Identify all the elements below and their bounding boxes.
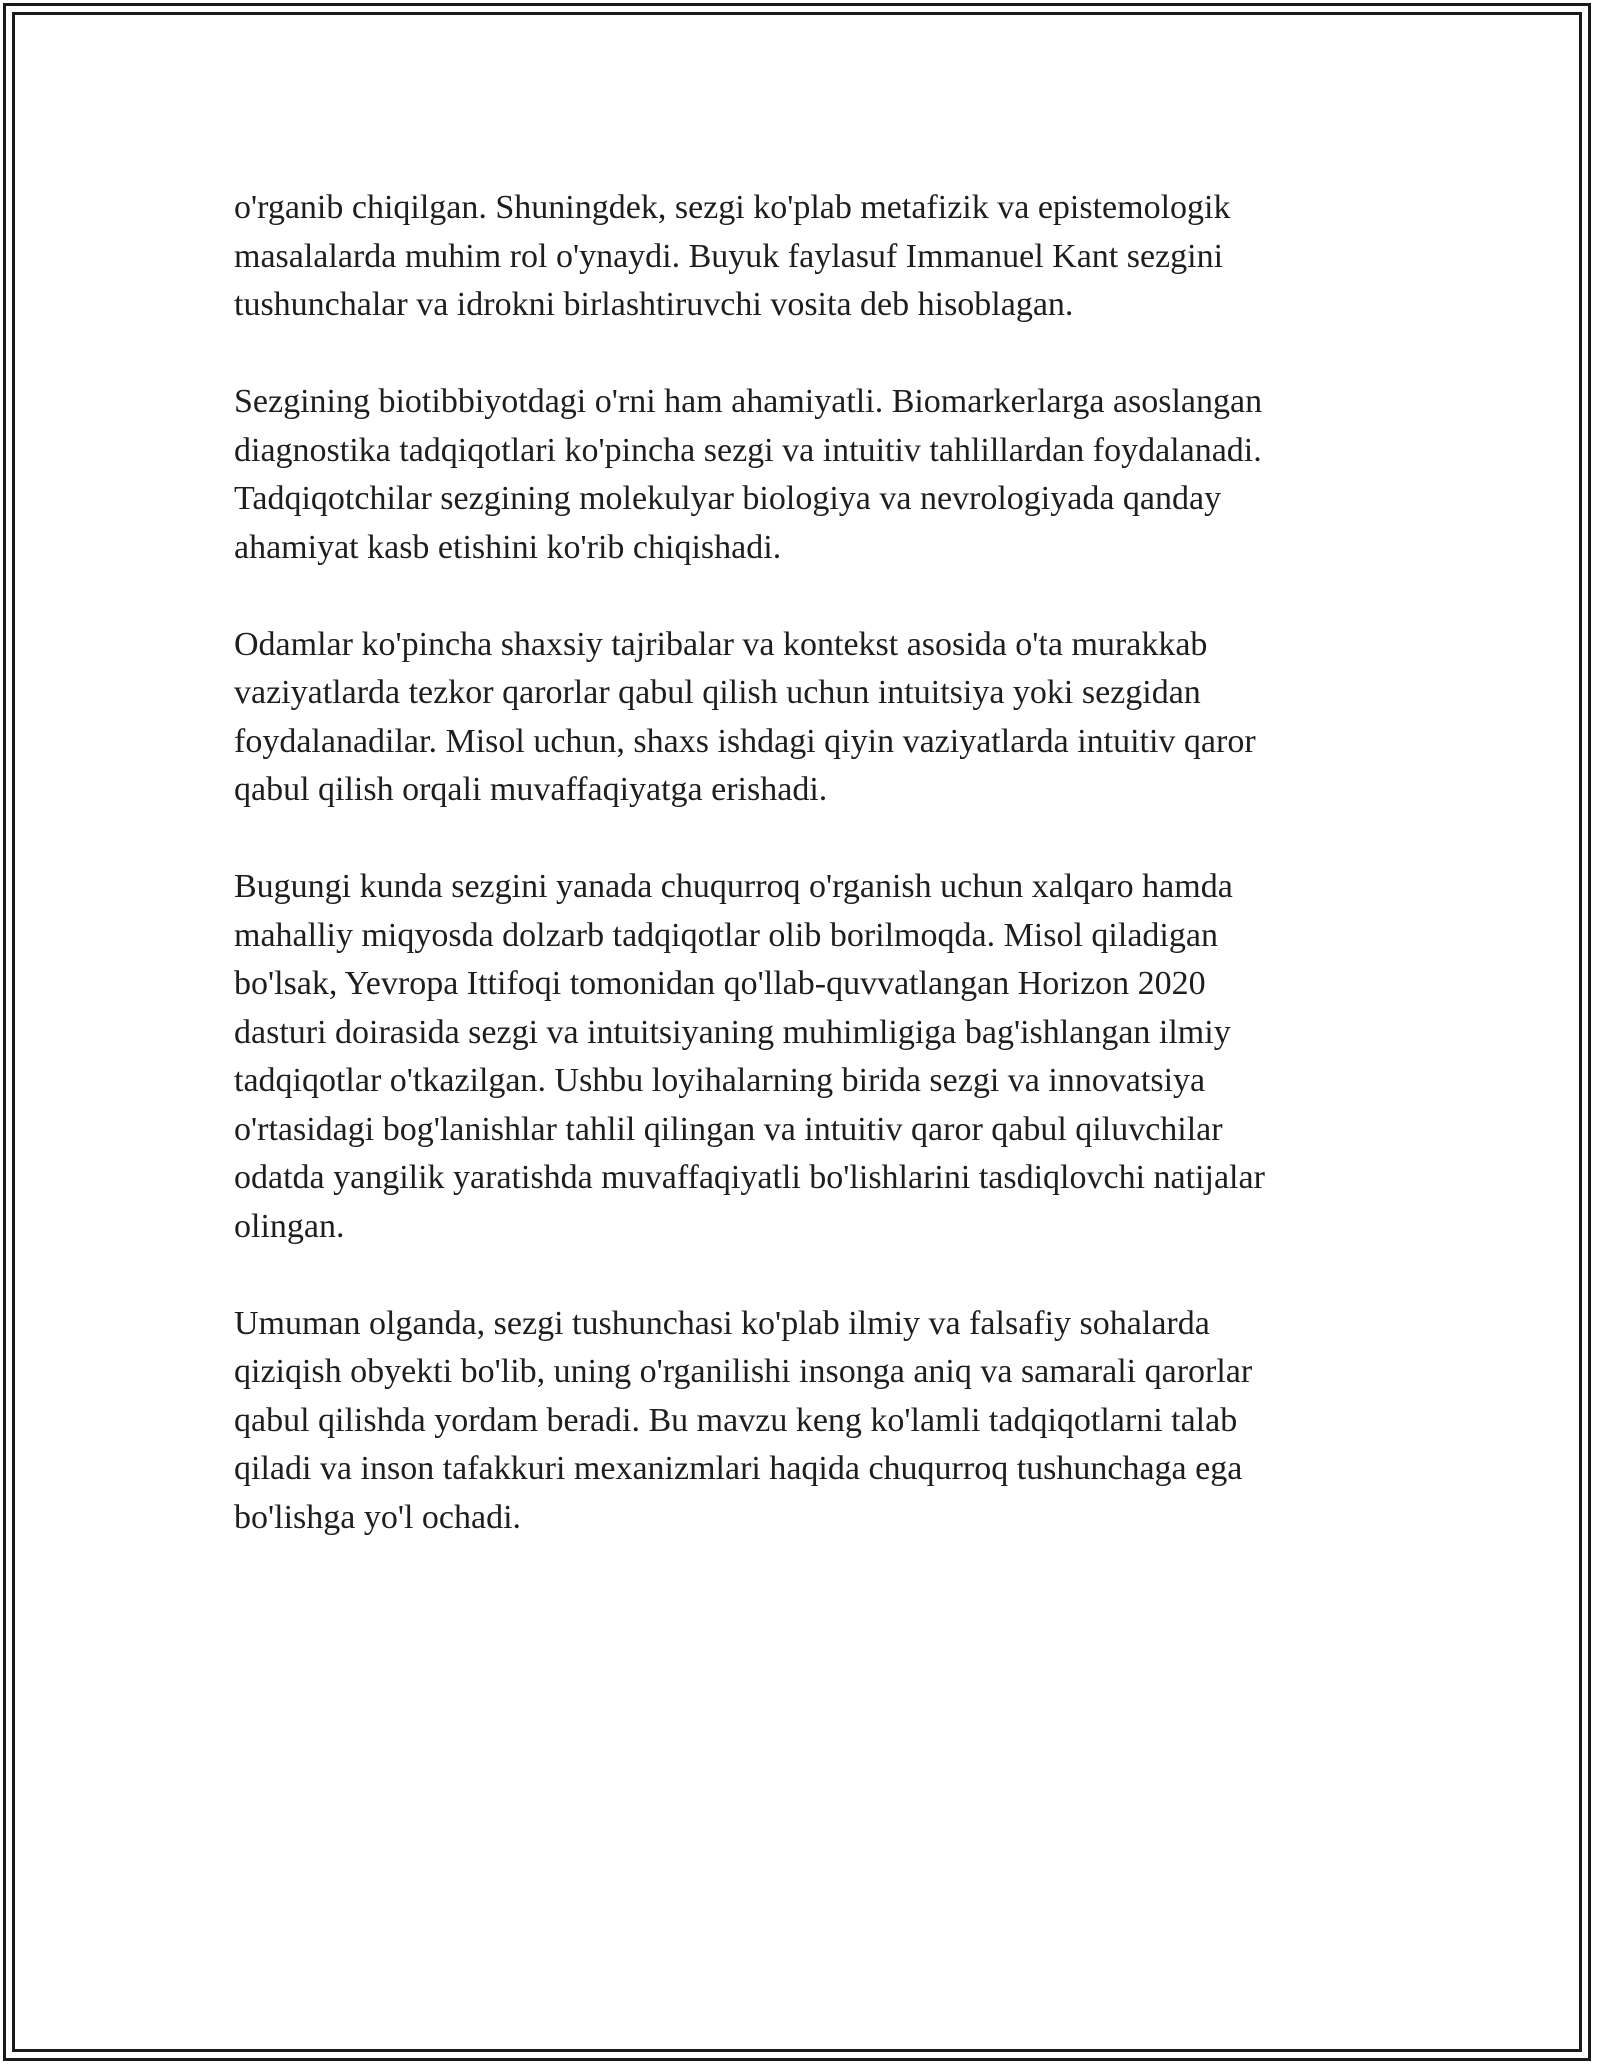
paragraph-5: Umuman olganda, sezgi tushunchasi ko'plab ilmiy va falsafiy sohalarda qiziqish obyekti bo'lib, uning o'rganilishi insonga aniq va samarali qarorlar qabul qilishda yordam beradi. Bu mavzu keng ko'lamli tadqiqotlarni talab qiladi va inson tafakkuri mexanizmlari haqida chuqurroq tushunchaga ega bo'lishga yo'l ochadi. [234, 1304, 1253, 1536]
paragraph-4: Bugungi kunda sezgini yanada chuqurroq o'rganish uchun xalqaro hamda mahalliy miqyosda dolzarb tadqiqotlar olib borilmoqda. Misol qiladigan bo'lsak, Yevropa Ittifoqi tomonidan qo'llab-quvvatlangan Horizon 2020 dasturi doirasida sezgi va intuitsiyaning muhimligiga bag'ishlangan ilmiy tadqiqotlar o'tkazilgan. Ushbu loyihalarning birida sezgi va innovatsiya o'rtasidagi bog'lanishlar tahlil qilingan va intuitiv qaror qabul qiluvchilar odatda yangilik yaratishda muvaffaqiyatli bo'lishlarini tasdiqlovchi natijalar olingan. [234, 868, 1265, 1245]
paragraph-2: Sezgining biotibbiyotdagi o'rni ham ahamiyatli. Biomarkerlarga asoslangan diagnostika tadqiqotlari ko'pincha sezgi va intuitiv tahlillardan foydalanadi. Tadqiqotchilar sezgining molekulyar biologiya va nevrologiyada qanday ahamiyat kasb etishini ko'rib chiqishadi. [234, 383, 1263, 566]
paragraph-1: o'rganib chiqilgan. Shuningdek, sezgi ko'plab metafizik va epistemologik masalalarda muhim rol o'ynaydi. Buyuk faylasuf Immanuel Kant sezgini tushunchalar va idrokni birlashtiruvchi vosita deb hisoblagan. [234, 189, 1231, 323]
document-body [234, 184, 1374, 1591]
paragraph-3: Odamlar ko'pincha shaxsiy tajribalar va kontekst asosida o'ta murakkab vaziyatlarda tezkor qarorlar qabul qilish uchun intuitsiya yoki sezgidan foydalanadilar. Misol uchun, shaxs ishdagi qiyin vaziyatlarda intuitiv qaror qabul qilish orqali muvaffaqiyatga erishadi. [234, 625, 1256, 808]
